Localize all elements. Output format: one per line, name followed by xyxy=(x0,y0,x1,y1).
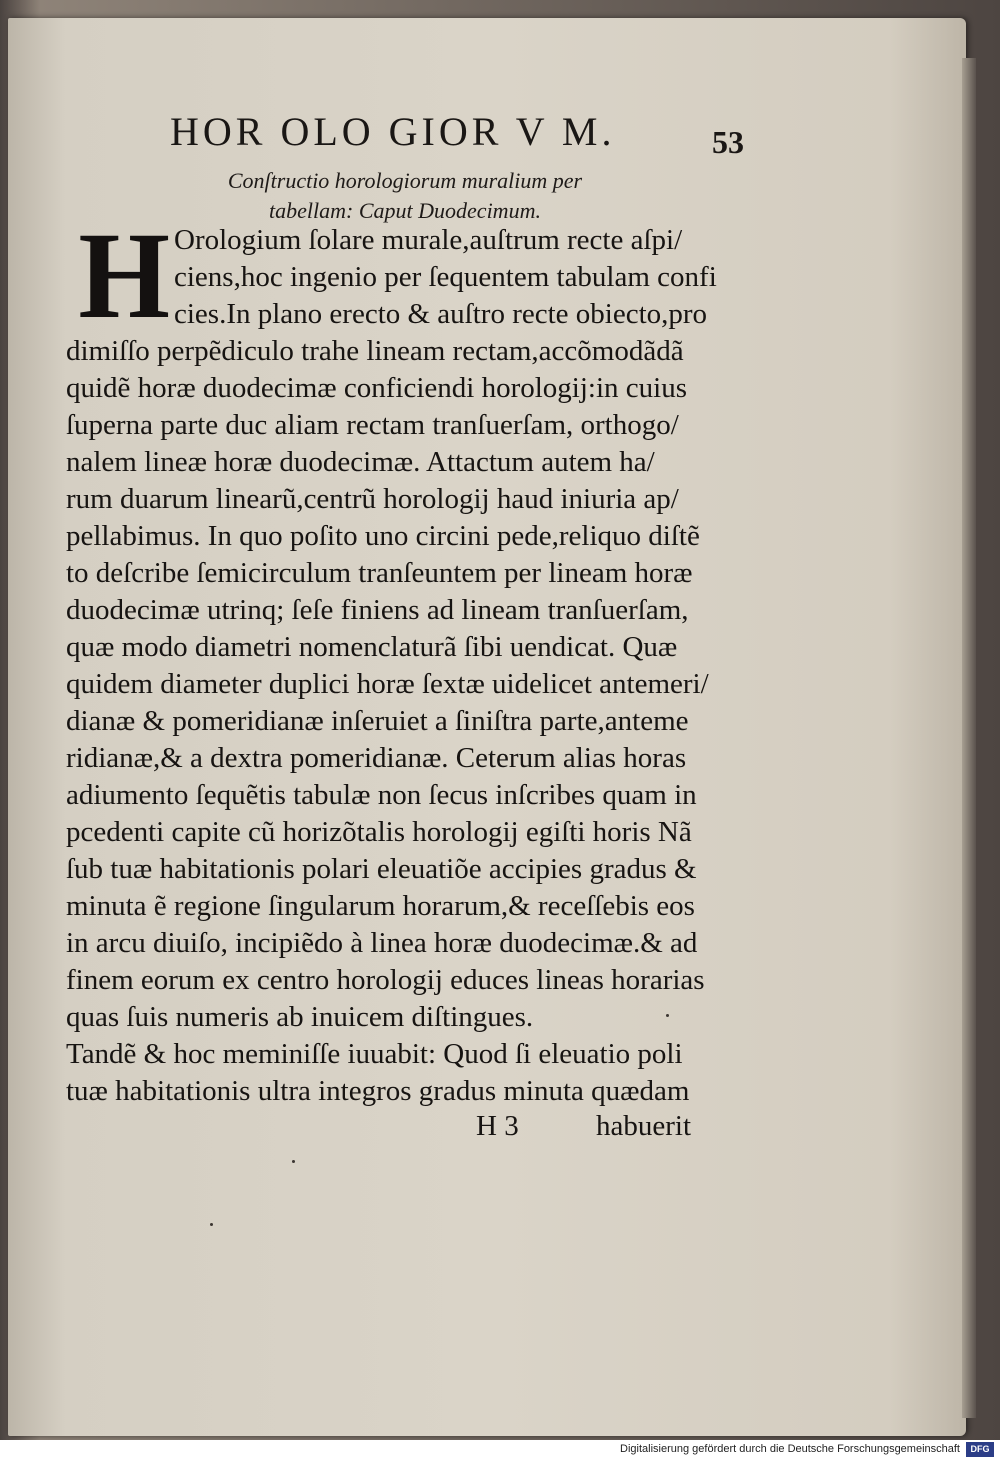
chapter-title xyxy=(190,166,620,226)
signature-mark: H 3 xyxy=(476,1110,519,1142)
ink-speck xyxy=(666,1014,669,1017)
text-line: ſub tuæ habitationis polari eleuatiõe accipies gradus & xyxy=(66,853,697,885)
running-head: HOR OLO GIOR V M. xyxy=(170,109,616,154)
text-line: Tandẽ & hoc meminiſſe iuuabit: Quod ſi eleuatio poli xyxy=(66,1038,683,1070)
catchword: habuerit xyxy=(596,1110,692,1142)
text-line: tuæ habitationis ultra integros gradus minuta quædam xyxy=(66,1075,690,1107)
dropcap-initial: H xyxy=(78,207,171,344)
text-line: ſuperna parte duc aliam rectam tranſuerſam, orthogo/ xyxy=(66,409,679,441)
text-line: minuta ẽ regione ſingularum horarum,& receſſebis eos xyxy=(66,890,695,922)
text-line: Orologium ſolare murale,auſtrum recte aſpi/ xyxy=(174,224,683,256)
text-line: quidẽ horæ duodecimæ conficiendi horologij:in cuius xyxy=(66,372,687,404)
text-line: in arcu diuiſo, incipiẽdo à linea horæ duodecimæ.& ad xyxy=(66,927,698,959)
text-line: finem eorum ex centro horologij educes lineas horarias xyxy=(66,964,705,996)
text-line: pcedenti capite cũ horizõtalis horologij egiſti horis Nã xyxy=(66,816,692,848)
page-edge xyxy=(962,58,976,1418)
ink-speck xyxy=(292,1160,295,1163)
chapter-title-line-1: Conſtructio horologiorum muralium per xyxy=(227,168,583,193)
text-line: pellabimus. In quo poſito uno circini pede,reliquo diſtẽ xyxy=(66,520,700,552)
text-line: cies.In plano erecto & auſtro recte obiecto,pro xyxy=(174,298,708,330)
dfg-logo: DFG xyxy=(966,1442,994,1457)
text-line: quidem diameter duplici horæ ſextæ uidelicet antemeri/ xyxy=(66,668,709,700)
page-number: 53 xyxy=(712,124,744,160)
text-line: adiumento ſequẽtis tabulæ non ſecus inſcribes quam in xyxy=(66,779,697,811)
text-line: dimiſſo perpẽdiculo trahe lineam rectam,accõmodãdã xyxy=(66,335,684,367)
text-line: ridianæ,& a dextra pomeridianæ. Ceterum alias horas xyxy=(66,742,687,774)
text-line: quæ modo diametri nomenclaturã ſibi uendicat. Quæ xyxy=(66,631,678,663)
ink-speck xyxy=(210,1223,213,1226)
text-line: dianæ & pomeridianæ inſeruiet a ſiniſtra parte,anteme xyxy=(66,705,689,737)
text-line: nalem lineæ horæ duodecimæ. Attactum autem ha/ xyxy=(66,446,655,478)
text-line: ciens,hoc ingenio per ſequentem tabulam confi xyxy=(174,261,717,293)
chapter-title-line-2: tabellam: Caput Duodecimum. xyxy=(269,198,541,223)
footer-credit: Digitalisierung gefördert durch die Deutsche Forschungsgemeinschaft xyxy=(620,1443,960,1455)
text-line: duodecimæ utrinq; ſeſe finiens ad lineam tranſuerſam, xyxy=(66,594,689,626)
text-line: to deſcribe ſemicirculum tranſeuntem per lineam horæ xyxy=(66,557,693,589)
footer-bar xyxy=(0,1440,1000,1461)
text-line: rum duarum linearũ,centrũ horologij haud iniuria ap/ xyxy=(66,483,679,515)
text-line: quas ſuis numeris ab inuicem diſtingues. xyxy=(66,1001,534,1033)
